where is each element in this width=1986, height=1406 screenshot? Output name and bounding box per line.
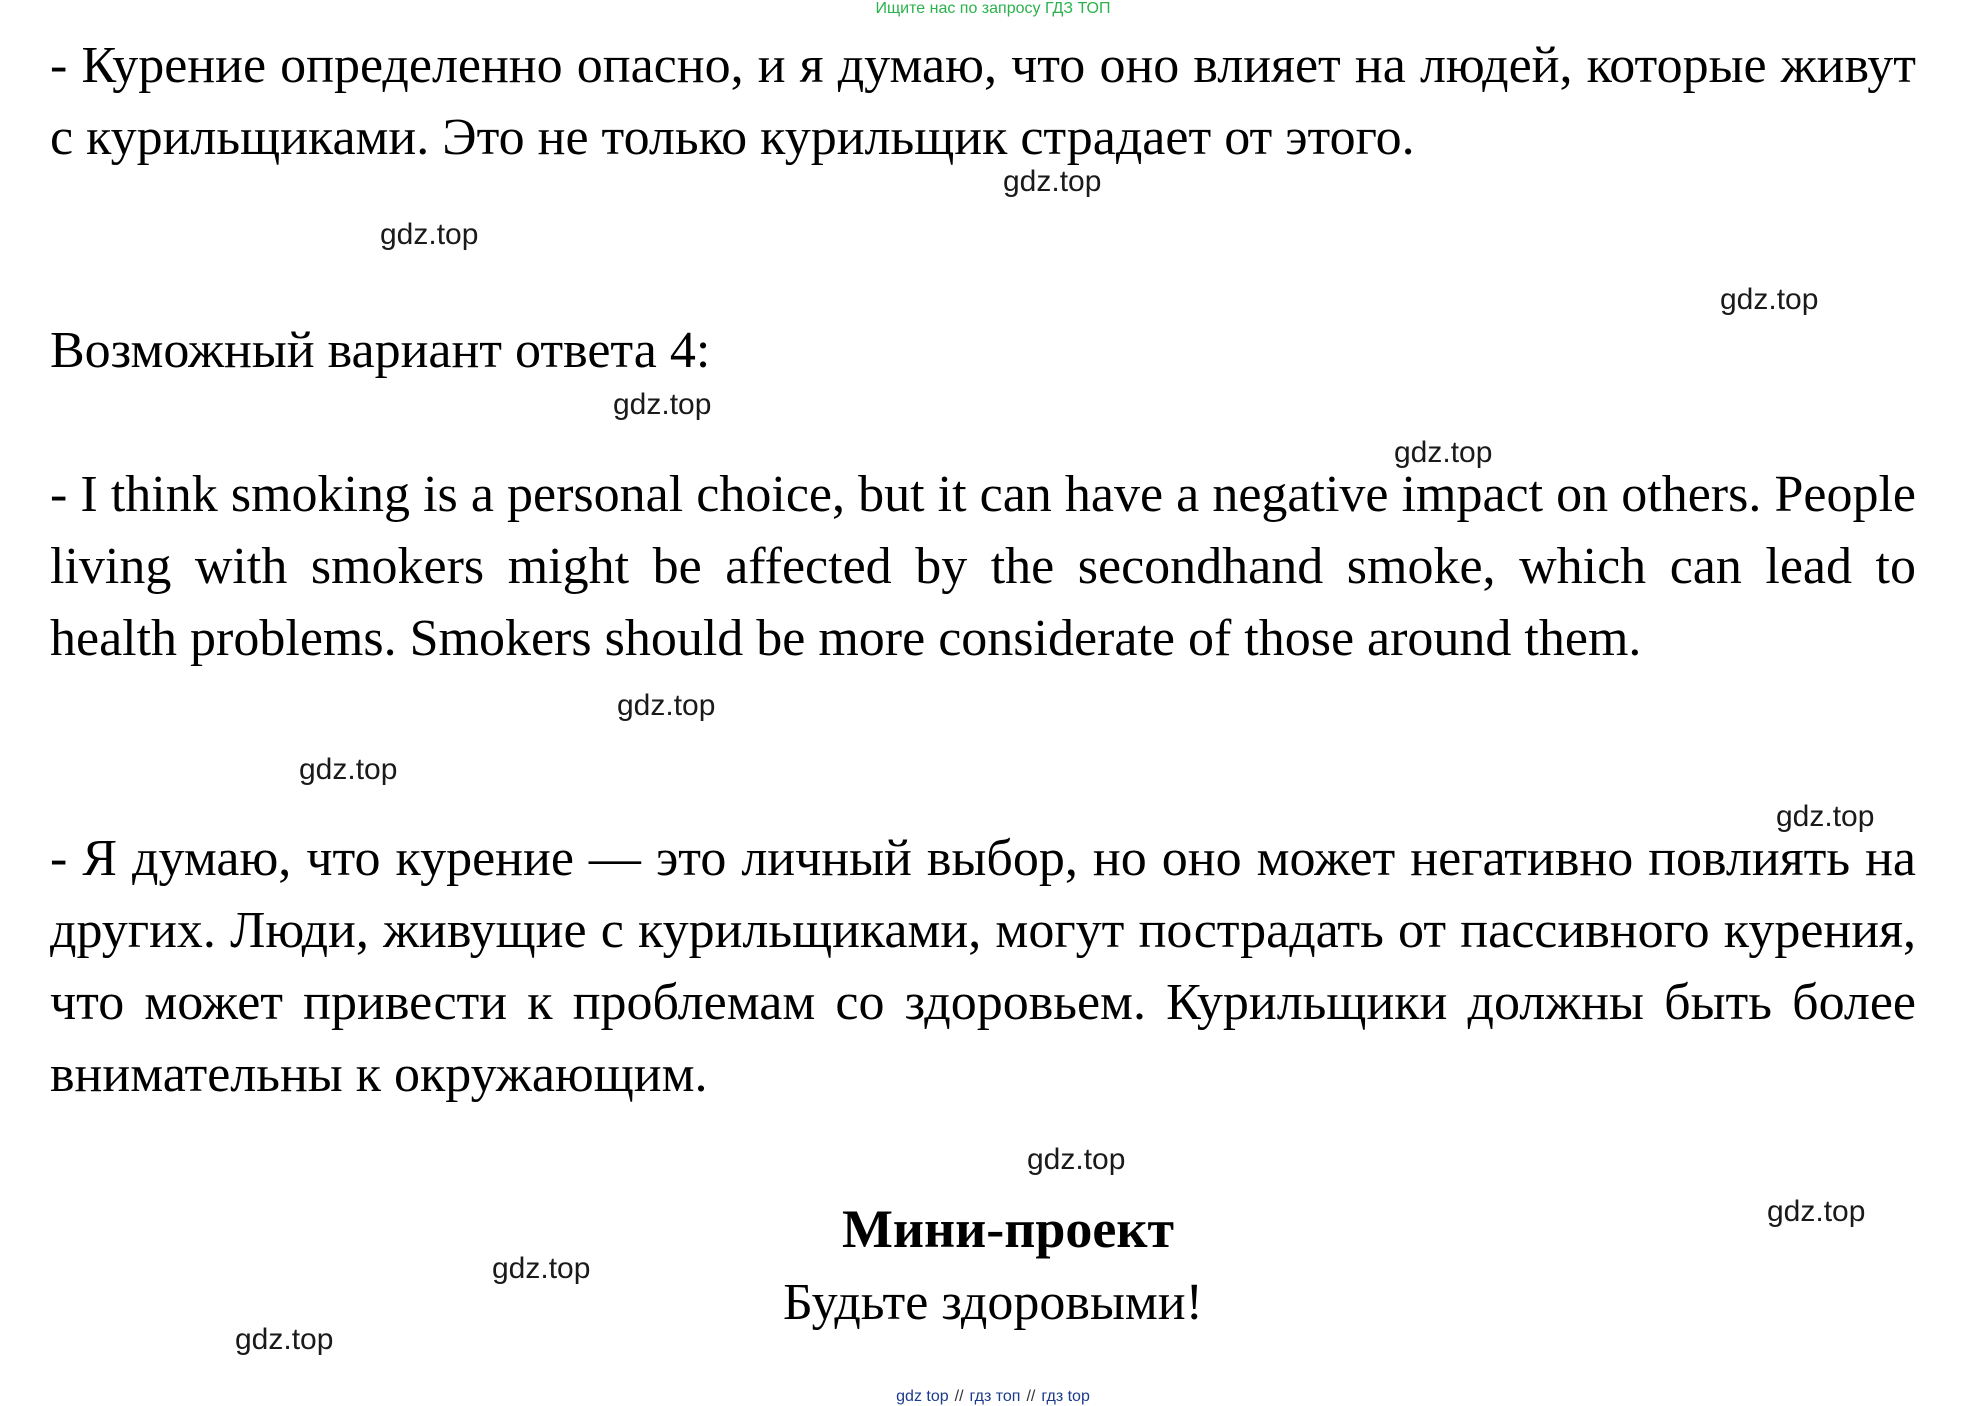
footer-links	[0, 1388, 1986, 1406]
mini-project-title: Мини-проект	[841, 1199, 1175, 1259]
search-hint-link[interactable]: Ищите нас по запросу ГДЗ ТОП	[875, 0, 1111, 17]
paragraph-russian-1: - Курение определенно опасно, и я думаю, что оно влияет на людей, которые живут с курильщиками. Это не только курильщик страдает от этого.	[50, 37, 1916, 166]
watermark: gdz.top	[613, 388, 712, 421]
mini-project-subtitle: Будьте здоровыми!	[783, 1274, 1203, 1331]
footer-link-gdz-top-ru[interactable]: гдз топ	[969, 1388, 1021, 1405]
answer-variant-heading: Возможный вариант ответа 4:	[50, 322, 711, 379]
watermark: gdz.top	[1027, 1143, 1126, 1176]
watermark: gdz.top	[235, 1323, 334, 1356]
watermark: gdz.top	[1720, 283, 1819, 316]
watermark: gdz.top	[492, 1252, 591, 1285]
footer-link-gdz-top[interactable]: gdz top	[896, 1388, 949, 1405]
watermark: gdz.top	[1003, 165, 1102, 198]
watermark: gdz.top	[1776, 800, 1875, 833]
paragraph-russian-2: - Я думаю, что курение — это личный выбор, но оно может негативно повлиять на других. Люди, живущие с курильщиками, могут пострадать от пассивного курения, что может привести к проблемам со здоровьем. Курильщики должны быть более внимательны к окружающим.	[50, 830, 1916, 1103]
footer-link-gdz-top-mixed[interactable]: гдз top	[1041, 1388, 1090, 1405]
watermark: gdz.top	[1767, 1195, 1866, 1228]
footer-separator: //	[1026, 1388, 1036, 1405]
watermark: gdz.top	[299, 753, 398, 786]
paragraph-english: - I think smoking is a personal choice, but it can have a negative impact on others. People living with smokers might be affected by the secondhand smoke, which can lead to health problems. Smokers should be more considerate of those around them.	[50, 466, 1916, 667]
watermark: gdz.top	[1394, 436, 1493, 469]
watermark: gdz.top	[617, 689, 716, 722]
footer-separator: //	[954, 1388, 964, 1405]
watermark: gdz.top	[380, 218, 479, 251]
